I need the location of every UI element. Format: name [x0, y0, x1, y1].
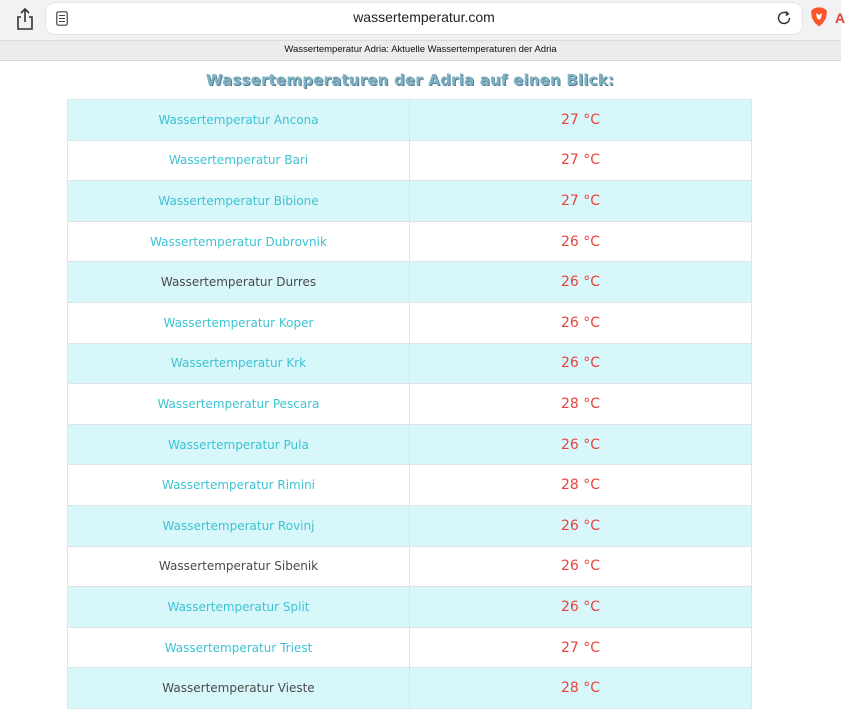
table-row — [68, 505, 752, 546]
url-text[interactable]: wassertemperatur.com — [353, 9, 495, 25]
city-link[interactable]: Wassertemperatur Koper — [163, 315, 314, 330]
table-row — [68, 587, 752, 628]
table-row — [68, 424, 752, 465]
page-title: Wassertemperaturen der Adria auf einen Blick: — [205, 71, 615, 89]
temperature-value: 27 °C — [410, 627, 752, 668]
city-cell — [68, 424, 410, 465]
city-link[interactable]: Wassertemperatur Rovinj — [162, 518, 315, 533]
temperature-value: 28 °C — [410, 465, 752, 506]
city-link[interactable]: Wassertemperatur Triest — [164, 640, 313, 655]
city-cell — [68, 302, 410, 343]
city-cell — [68, 343, 410, 384]
browser-toolbar — [0, 0, 845, 40]
table-row — [68, 302, 752, 343]
city-link[interactable]: Wassertemperatur Pula — [168, 437, 309, 452]
city-link[interactable]: Wassertemperatur Dubrovnik — [150, 234, 327, 249]
city-link[interactable]: Wassertemperatur Bari — [168, 153, 309, 168]
temperature-value: 26 °C — [410, 262, 752, 303]
city-cell — [68, 181, 410, 222]
city-link[interactable]: Wassertemperatur Bibione — [158, 193, 319, 208]
city-cell — [68, 140, 410, 181]
city-cell — [68, 546, 410, 587]
share-icon[interactable] — [14, 7, 36, 31]
city-cell — [68, 668, 410, 709]
city-link[interactable]: Wassertemperatur Pescara — [157, 396, 320, 411]
city-cell — [68, 262, 410, 303]
table-row — [68, 343, 752, 384]
table-row — [68, 627, 752, 668]
city-link[interactable]: Wassertemperatur Split — [167, 599, 310, 614]
table-row — [68, 221, 752, 262]
table-row — [68, 181, 752, 222]
temperature-value: 26 °C — [410, 546, 752, 587]
temperature-value: 26 °C — [410, 302, 752, 343]
reload-icon[interactable] — [776, 10, 792, 26]
city-cell — [68, 505, 410, 546]
city-cell — [68, 100, 410, 141]
address-bar[interactable] — [46, 3, 802, 34]
city-cell — [68, 465, 410, 506]
city-label: Wassertemperatur Sibenik — [158, 559, 319, 574]
city-cell — [68, 221, 410, 262]
temperature-value: 27 °C — [410, 140, 752, 181]
table-row — [68, 100, 752, 141]
city-label: Wassertemperatur Vieste — [162, 681, 315, 696]
brave-shield-icon[interactable] — [810, 7, 828, 27]
temperature-value: 26 °C — [410, 221, 752, 262]
table-row — [68, 384, 752, 425]
table-row — [68, 262, 752, 303]
temperature-value: 27 °C — [410, 181, 752, 222]
temperature-value: 27 °C — [410, 100, 752, 141]
tab-bar — [0, 40, 841, 61]
city-cell — [68, 627, 410, 668]
water-temperature-table — [67, 99, 752, 709]
temperature-value: 26 °C — [410, 505, 752, 546]
temperature-value: 28 °C — [410, 384, 752, 425]
city-link[interactable]: Wassertemperatur Ancona — [158, 112, 319, 127]
table-row — [68, 546, 752, 587]
city-cell — [68, 384, 410, 425]
tab-title[interactable]: Wassertemperatur Adria: Aktuelle Wassertemperaturen der Adria — [284, 44, 557, 55]
temperature-value: 26 °C — [410, 424, 752, 465]
table-row — [68, 668, 752, 709]
table-row — [68, 465, 752, 506]
city-cell — [68, 587, 410, 628]
temperature-value: 28 °C — [410, 668, 752, 709]
city-label: Wassertemperatur Durres — [160, 275, 317, 290]
city-link[interactable]: Wassertemperatur Rimini — [161, 478, 316, 493]
table-row — [68, 140, 752, 181]
extension-icon[interactable]: A — [835, 10, 845, 26]
city-link[interactable]: Wassertemperatur Krk — [170, 356, 307, 371]
temperature-value: 26 °C — [410, 587, 752, 628]
temperature-value: 26 °C — [410, 343, 752, 384]
